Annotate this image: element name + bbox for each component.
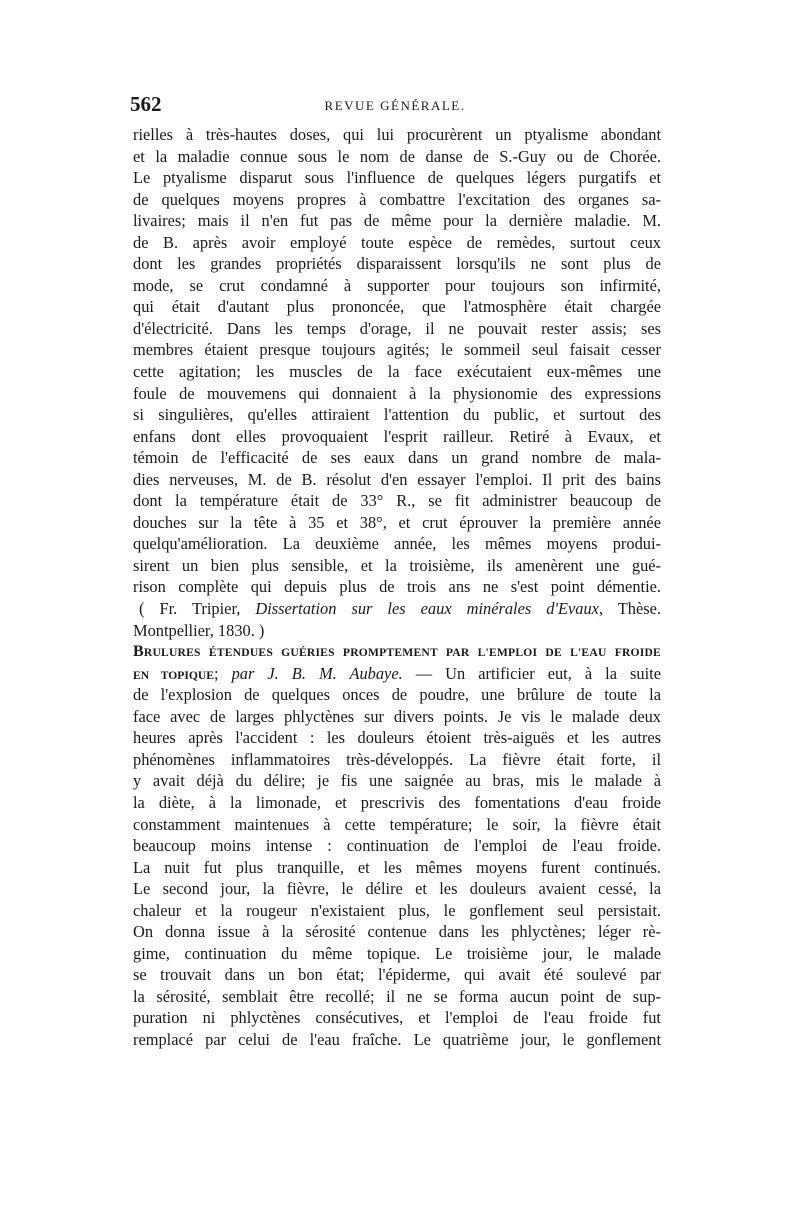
running-title: REVUE GÉNÉRALE. [324,98,466,113]
text-line: puration ni phlyctènes consécutives, et l'emploi de l'eau froide fut [133,1008,661,1028]
text-line: cette agitation; les muscles de la face exécutaient eux-mêmes une [133,362,661,382]
text-line: remplacé par celui de l'eau fraîche. Le quatrième jour, le gonflement [133,1029,661,1049]
citation-line-2: Montpellier, 1830. ) [133,620,265,640]
text-line: membres étaient presque toujours agités; le sommeil seul faisait cesser [133,340,661,360]
text-line: heures après l'accident : les douleurs étoient très-aiguës et les autres [133,728,661,748]
heading-caps: EN TOPIQUE [133,668,214,682]
text-line: rielles à très-hautes doses, qui lui procurèrent un ptyalisme abondant [133,125,661,144]
text-line: chaleur et la rougeur n'existaient plus, le gonflement seul persistait. [133,900,661,920]
text-line: phénomènes inflammatoires très-développés. La fièvre était forte, il [133,749,661,769]
text-line: constamment maintenues à cette température; le soir, la fièvre était [133,814,661,834]
citation-after: , Thèse. [598,599,661,619]
heading-tail: — Un artificier eut, à la suite [402,663,661,683]
page-number: 562 [130,92,162,116]
text-line: sirent un bien plus sensible, et la troisième, ils amenèrent une gué- [133,555,661,575]
text-line: foule de mouvemens qui donnaient à la physionomie des expressions [133,383,661,403]
body-text [133,124,661,1051]
citation-open: ( Fr. Tripier, [139,599,256,619]
heading-initial: B [133,643,144,661]
text-line: face avec de larges phlyctènes sur divers points. Je vis le malade deux [133,706,661,726]
text-line: la diète, à la limonade, et prescrivis des fomentations d'eau froide [133,792,661,812]
heading-author: par J. B. M. Aubaye. [231,663,403,683]
text-line: y avait déjà du délire; je fis une saignée au bras, mis le malade à [133,771,661,791]
text-line: On donna issue à la sérosité contenue dans les phlyctènes; léger rè- [133,922,661,942]
text-line: douches sur la tête à 35 et 38°, et crut éprouver la première année [133,512,661,532]
text-line: dont la température était de 33° R., se fit administrer beaucoup de [133,491,661,511]
text-line: Le second jour, la fièvre, le délire et les douleurs avaient cessé, la [133,879,661,899]
text-line: rison complète qui depuis plus de trois ans ne s'est point démentie. [133,577,661,597]
text-line: si singulières, qu'elles attiraient l'attention du public, et surtout des [133,405,661,425]
text-line: de l'explosion de quelques onces de poudre, une brûlure de toute la [133,685,661,705]
text-line: et la maladie connue sous le nom de danse de S.-Guy ou de Chorée. [133,146,661,166]
text-line: de quelques moyens propres à combattre l'excitation des organes sa- [133,189,661,209]
text-line: qui était d'autant plus prononcée, que l'atmosphère était chargée [133,297,661,317]
page-header [130,92,660,120]
text-line: livaires; mais il n'en fut pas de même pour la dernière maladie. M. [133,211,661,231]
heading-sep: ; [214,663,232,683]
text-line: d'électricité. Dans les temps d'orage, il ne pouvait rester assis; ses [133,318,661,338]
text-line: dies nerveuses, M. de B. résolut d'en essayer l'emploi. Il prit des bains [133,469,661,489]
text-line: de B. après avoir employé toute espèce de remèdes, surtout ceux [133,232,661,252]
citation-title: Dissertation sur les eaux minérales d'Evaux [255,599,599,619]
text-line: beaucoup moins intense : continuation de l'emploi de l'eau froide. [133,836,661,856]
section-heading [133,641,661,663]
text-line: mode, se crut condamné à supporter pour toujours son infirmité, [133,275,661,295]
text-line: se trouvait dans un bon état; l'épiderme, qui avait été soulevé par [133,965,661,985]
text-line: quelqu'amélioration. La deuxième année, les mêmes moyens produi- [133,534,661,554]
text-line: dont les grandes propriétés disparaissent lorsqu'ils ne sont plus de [133,254,661,274]
text-line: gime, continuation du même topique. Le troisième jour, le malade [133,943,661,963]
citation-line [133,598,661,620]
text-line: la sérosité, semblait être recollé; il ne se forma aucun point de sup- [133,986,661,1006]
text-line: témoin de l'efficacité de ses eaux dans un grand nombre de mala- [133,448,661,468]
text-line: enfans dont elles provoquaient l'esprit railleur. Retiré à Evaux, et [133,426,661,446]
text-line: Le ptyalisme disparut sous l'influence de quelques légers purgatifs et [133,168,661,188]
text-line: La nuit fut plus tranquille, et les mêmes moyens furent continués. [133,857,661,877]
heading-line-2 [133,663,661,685]
heading-text: RULURES ÉTENDUES GUÉRIES PROMPTEMENT PAR L'EMPLOI DE L'EAU FROIDE [143,646,661,660]
